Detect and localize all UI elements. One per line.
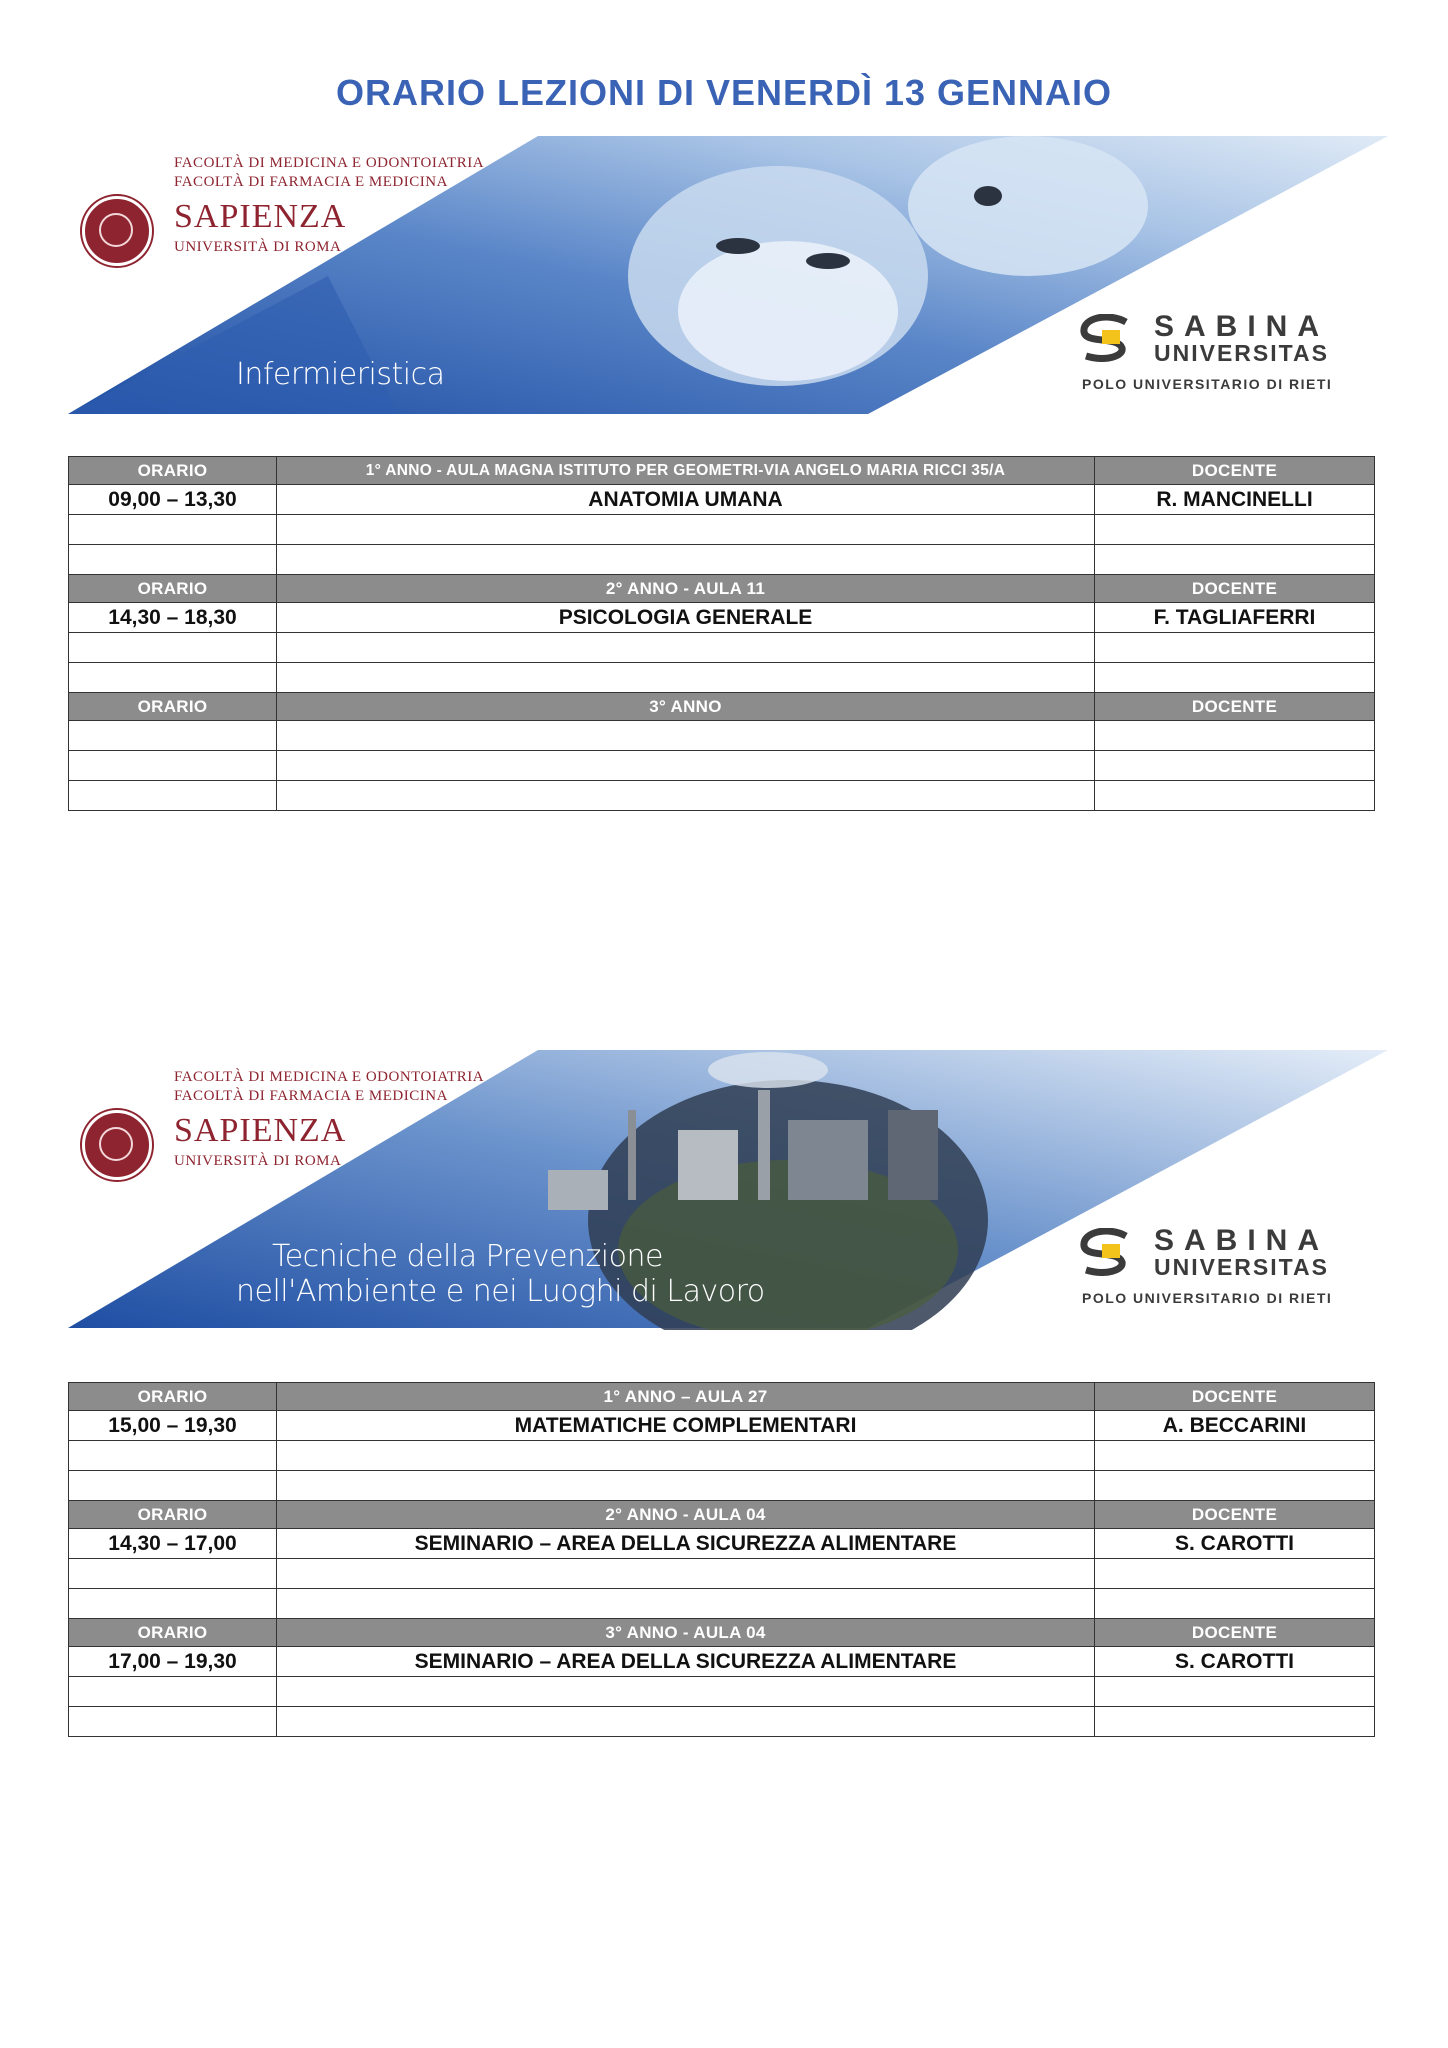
cell-teacher: F. TAGLIAFERRI — [1095, 603, 1375, 633]
cell-course — [277, 515, 1095, 545]
table-row — [69, 633, 1375, 663]
sapienza-seal-icon — [82, 1110, 152, 1180]
cell-course: ANATOMIA UMANA — [277, 485, 1095, 515]
header-time: ORARIO — [69, 1619, 277, 1647]
faculty-line-2: FACOLTÀ DI FARMACIA E MEDICINA — [174, 1088, 448, 1104]
table-row — [69, 485, 1375, 515]
university-name: SAPIENZA — [174, 198, 347, 235]
cell-course — [277, 1471, 1095, 1501]
table-row — [69, 663, 1375, 693]
table-header-row — [69, 575, 1375, 603]
cell-teacher: S. CAROTTI — [1095, 1647, 1375, 1677]
table-row — [69, 515, 1375, 545]
cell-teacher: S. CAROTTI — [1095, 1529, 1375, 1559]
cell-course — [277, 545, 1095, 575]
cell-teacher — [1095, 751, 1375, 781]
partner-tagline: POLO UNIVERSITARIO DI RIETI — [1082, 1290, 1333, 1306]
header-time: ORARIO — [69, 457, 277, 485]
header-year: 1° ANNO – AULA 27 — [277, 1383, 1095, 1411]
course-name-line-1: Tecniche della Prevenzione — [272, 1239, 663, 1274]
sabina-book-icon — [1078, 314, 1134, 362]
header-teacher: DOCENTE — [1095, 457, 1375, 485]
header-teacher: DOCENTE — [1095, 1383, 1375, 1411]
header-teacher: DOCENTE — [1095, 1619, 1375, 1647]
table-row — [69, 1529, 1375, 1559]
cell-course: MATEMATICHE COMPLEMENTARI — [277, 1411, 1095, 1441]
header-time: ORARIO — [69, 1383, 277, 1411]
cell-course — [277, 721, 1095, 751]
schedule-table-infermieristica — [68, 456, 1375, 811]
table-row — [69, 1411, 1375, 1441]
cell-course — [277, 751, 1095, 781]
cell-time: 17,00 – 19,30 — [69, 1647, 277, 1677]
table-header-row — [69, 693, 1375, 721]
sabina-universitas-logo — [1068, 1222, 1368, 1312]
cell-time: 09,00 – 13,30 — [69, 485, 277, 515]
header-year: 2° ANNO - AULA 04 — [277, 1501, 1095, 1529]
university-name: SAPIENZA — [174, 1112, 347, 1149]
table-row — [69, 1589, 1375, 1619]
faculty-line-2: FACOLTÀ DI FARMACIA E MEDICINA — [174, 174, 448, 190]
schedule-table-prevenzione — [68, 1382, 1375, 1737]
table-header-row — [69, 1619, 1375, 1647]
header-time: ORARIO — [69, 1501, 277, 1529]
cell-time: 14,30 – 17,00 — [69, 1529, 277, 1559]
cell-time — [69, 1559, 277, 1589]
cell-time — [69, 633, 277, 663]
header-year: 3° ANNO — [277, 693, 1095, 721]
sapienza-seal-icon — [82, 196, 152, 266]
header-teacher: DOCENTE — [1095, 575, 1375, 603]
cell-course — [277, 1677, 1095, 1707]
table-header-row — [69, 1383, 1375, 1411]
cell-time — [69, 1589, 277, 1619]
cell-time — [69, 751, 277, 781]
cell-teacher — [1095, 663, 1375, 693]
cell-time: 15,00 – 19,30 — [69, 1411, 277, 1441]
cell-time: 14,30 – 18,30 — [69, 603, 277, 633]
header-year: 2° ANNO - AULA 11 — [277, 575, 1095, 603]
cell-time — [69, 663, 277, 693]
table-row — [69, 1559, 1375, 1589]
partner-name: SABINA — [1154, 1224, 1330, 1257]
cell-course — [277, 781, 1095, 811]
cell-teacher — [1095, 1677, 1375, 1707]
partner-tagline: POLO UNIVERSITARIO DI RIETI — [1082, 376, 1333, 392]
cell-course: SEMINARIO – AREA DELLA SICUREZZA ALIMENTARE — [277, 1647, 1095, 1677]
cell-teacher — [1095, 781, 1375, 811]
cell-time — [69, 721, 277, 751]
cell-teacher — [1095, 1559, 1375, 1589]
header-year: 3° ANNO - AULA 04 — [277, 1619, 1095, 1647]
table-row — [69, 545, 1375, 575]
table-header-row — [69, 1501, 1375, 1529]
cell-course — [277, 1559, 1095, 1589]
cell-teacher — [1095, 721, 1375, 751]
cell-course: PSICOLOGIA GENERALE — [277, 603, 1095, 633]
cell-teacher — [1095, 1589, 1375, 1619]
cell-teacher — [1095, 1471, 1375, 1501]
university-subtitle: UNIVERSITÀ DI ROMA — [174, 239, 342, 255]
course-name: Infermieristica — [236, 357, 445, 392]
cell-teacher — [1095, 1707, 1375, 1737]
sabina-universitas-logo — [1068, 308, 1368, 398]
cell-time — [69, 1471, 277, 1501]
cell-course — [277, 1589, 1095, 1619]
faculty-line-1: FACOLTÀ DI MEDICINA E ODONTOIATRIA — [174, 155, 485, 171]
cell-time — [69, 515, 277, 545]
cell-time — [69, 545, 277, 575]
partner-name-2: UNIVERSITAS — [1154, 1254, 1329, 1280]
cell-course — [277, 1441, 1095, 1471]
cell-time — [69, 1707, 277, 1737]
header-time: ORARIO — [69, 693, 277, 721]
course-banner-infermieristica — [68, 136, 1388, 416]
table-row — [69, 1441, 1375, 1471]
page-title: ORARIO LEZIONI DI VENERDÌ 13 GENNAIO — [335, 72, 1113, 113]
cell-teacher: A. BECCARINI — [1095, 1411, 1375, 1441]
cell-teacher: R. MANCINELLI — [1095, 485, 1375, 515]
table-row — [69, 1471, 1375, 1501]
header-year: 1° ANNO - AULA MAGNA ISTITUTO PER GEOMETRI-VIA ANGELO MARIA RICCI 35/A — [277, 457, 1095, 485]
partner-name: SABINA — [1154, 310, 1330, 343]
table-row — [69, 781, 1375, 811]
course-name-line-2: nell'Ambiente e nei Luoghi di Lavoro — [236, 1274, 765, 1309]
cell-time — [69, 1677, 277, 1707]
cell-teacher — [1095, 545, 1375, 575]
cell-teacher — [1095, 1441, 1375, 1471]
cell-teacher — [1095, 633, 1375, 663]
cell-course — [277, 633, 1095, 663]
sabina-book-icon — [1078, 1228, 1134, 1276]
cell-time — [69, 781, 277, 811]
header-teacher: DOCENTE — [1095, 1501, 1375, 1529]
course-banner-prevenzione — [68, 1050, 1388, 1330]
partner-name-2: UNIVERSITAS — [1154, 340, 1329, 366]
cell-course — [277, 1707, 1095, 1737]
header-teacher: DOCENTE — [1095, 693, 1375, 721]
cell-time — [69, 1441, 277, 1471]
cell-course — [277, 663, 1095, 693]
table-header-row — [69, 457, 1375, 485]
university-subtitle: UNIVERSITÀ DI ROMA — [174, 1153, 342, 1169]
table-row — [69, 603, 1375, 633]
table-row — [69, 721, 1375, 751]
cell-course: SEMINARIO – AREA DELLA SICUREZZA ALIMENTARE — [277, 1529, 1095, 1559]
header-time: ORARIO — [69, 575, 277, 603]
table-row — [69, 1707, 1375, 1737]
table-row — [69, 751, 1375, 781]
table-row — [69, 1647, 1375, 1677]
table-row — [69, 1677, 1375, 1707]
cell-teacher — [1095, 515, 1375, 545]
faculty-line-1: FACOLTÀ DI MEDICINA E ODONTOIATRIA — [174, 1069, 485, 1085]
